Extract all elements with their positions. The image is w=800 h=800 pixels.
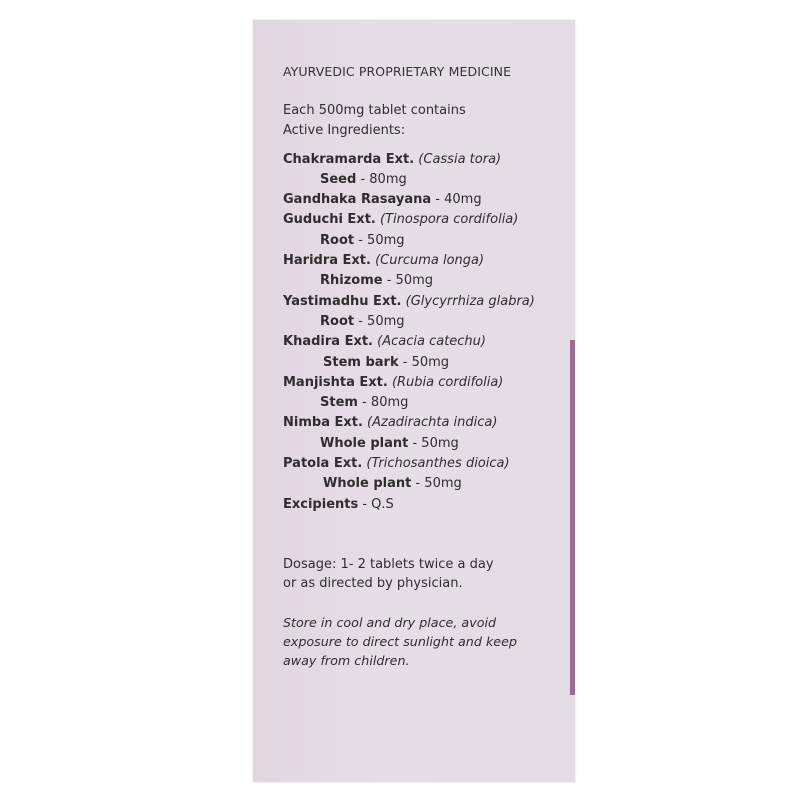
ingredient-dose: - 50mg [402, 354, 450, 370]
storage-line-1: Store in cool and dry place, avoid [283, 614, 497, 630]
ingredient-part-line [283, 312, 573, 332]
ingredient-name: Patola Ext. [283, 456, 363, 472]
dosage-text-1: 1- 2 tablets twice a day [336, 556, 494, 572]
ingredient-name: Yastimadhu Ext. [283, 293, 402, 309]
ingredient-name: Guduchi Ext. [283, 212, 376, 228]
ingredient-name-line [283, 210, 573, 230]
ingredient-part: Rhizome [320, 273, 383, 289]
ingredient-dose: - 50mg [358, 232, 405, 248]
label-header: AYURVEDIC PROPRIETARY MEDICINE [283, 64, 512, 79]
ingredient-part-line [283, 231, 573, 251]
ingredient-dose: - 50mg [415, 476, 462, 492]
ingredient-name-line [283, 373, 573, 393]
ingredient-part: Seed [320, 171, 357, 187]
dosage-line-1 [283, 555, 573, 574]
ingredient-name-line [283, 190, 573, 210]
ingredient-part: Stem bark [323, 354, 399, 370]
active-ingredients-label: Active Ingredients: [283, 123, 406, 139]
label-content [283, 58, 573, 670]
ingredient-part-line [283, 434, 573, 454]
ingredient-name: Khadira Ext. [283, 334, 373, 350]
ingredient-dose: - 50mg [358, 313, 405, 329]
ingredient-dose: - 40mg [435, 192, 482, 208]
ingredient-part-line [283, 393, 573, 413]
tablet-line: Each 500mg tablet contains [283, 103, 466, 118]
ingredient-latin: (Glycyrrhiza glabra) [405, 293, 535, 309]
ingredient-name-line [283, 251, 573, 271]
ingredient-dose: - 50mg [412, 435, 459, 451]
ingredient-latin: (Cassia tora) [418, 151, 502, 167]
ingredient-part: Root [320, 232, 355, 248]
storage-line-3: away from children. [283, 652, 410, 668]
ingredient-part: Whole plant [323, 476, 412, 492]
ingredient-latin: (Acacia catechu) [377, 334, 486, 350]
ingredient-name-line [283, 413, 573, 433]
ingredient-latin: (Trichosanthes dioica) [366, 456, 510, 472]
ingredient-name: Gandhaka Rasayana [283, 192, 432, 208]
ingredient-part: Whole plant [320, 435, 409, 451]
ingredient-part: Stem [320, 395, 358, 411]
dosage-text-2: or as directed by physician. [283, 575, 463, 591]
ingredient-part-line [283, 353, 573, 373]
ingredient-name-line [283, 150, 573, 170]
ingredient-name-line [283, 454, 573, 474]
ingredient-part-line [283, 170, 573, 190]
ingredient-dose: - 50mg [386, 273, 434, 289]
ingredient-latin: (Rubia cordifolia) [391, 374, 504, 390]
dosage-label: Dosage: [283, 556, 337, 572]
storage-block [283, 613, 573, 670]
ingredient-dose: - 80mg [362, 395, 409, 411]
dosage-block [283, 555, 573, 593]
ingredient-latin: (Tinospora cordifolia) [380, 212, 519, 228]
ingredient-part-line [283, 474, 573, 494]
ingredient-name: Nimba Ext. [283, 415, 363, 431]
ingredient-name: Haridra Ext. [283, 253, 371, 269]
ingredient-name: Chakramarda Ext. [283, 151, 415, 167]
ingredient-name-line [283, 332, 573, 352]
ingredient-part: Root [320, 313, 355, 329]
ingredient-latin: (Curcuma longa) [375, 253, 485, 269]
ingredient-part-line [283, 271, 573, 291]
excipients-line [283, 495, 573, 515]
ingredient-dose: - 80mg [360, 171, 407, 187]
storage-line-2: exposure to direct sunlight and keep [283, 633, 517, 649]
excipients-value: - Q.S [362, 496, 394, 512]
ingredient-latin: (Azadirachta indica) [367, 415, 498, 431]
ingredient-name-line [283, 292, 573, 312]
ingredient-name: Manjishta Ext. [283, 374, 388, 390]
excipients-name: Excipients [283, 496, 359, 512]
